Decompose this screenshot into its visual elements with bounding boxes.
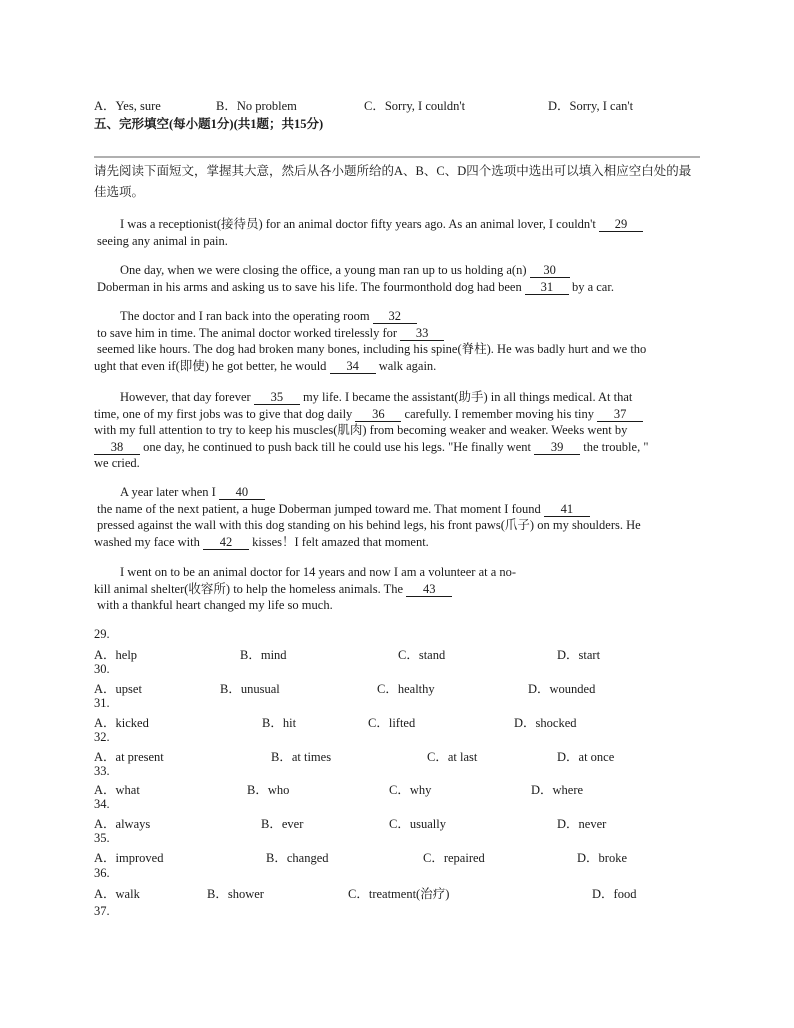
prev-option-b[interactable]: B．No problem bbox=[216, 99, 297, 113]
section-divider bbox=[94, 156, 700, 158]
prev-option-d[interactable]: D．Sorry, I can't bbox=[548, 99, 634, 113]
question-number-34: 34. bbox=[94, 797, 110, 811]
question-number-33: 33. bbox=[94, 764, 110, 778]
blank-39[interactable]: 39 bbox=[534, 440, 580, 455]
q36-option-d[interactable]: D．food bbox=[592, 887, 637, 901]
q29-option-c[interactable]: C．stand bbox=[398, 648, 446, 662]
question-number-35: 35. bbox=[94, 831, 110, 845]
instructions: 请先阅读下面短文，掌握其大意，然后从各小题所给的A、B、C、D四个选项中选出可以填入相应空白处的最佳选项。 bbox=[94, 164, 692, 199]
question-number-32: 32. bbox=[94, 730, 110, 744]
passage-paragraph-4: However, that day forever 35 my life. I became the assistant(助手) in all things medical. At that time, one of my first jobs was to give that dog daily 36 carefully. I remember moving his tiny 37 with my full attention to try to keep his muscles(肌肉) from becoming weaker and weaker. Weeks went by 38 one day, he continued to push back till he could use his legs. "He finally went 39 the trouble, " we cried. bbox=[94, 390, 649, 470]
q34-option-c[interactable]: C．usually bbox=[389, 817, 446, 831]
blank-31[interactable]: 31 bbox=[525, 280, 569, 295]
blank-29[interactable]: 29 bbox=[599, 217, 643, 232]
q36-option-b[interactable]: B．shower bbox=[207, 887, 264, 901]
question-number-30: 30. bbox=[94, 662, 110, 676]
q31-option-b[interactable]: B．hit bbox=[262, 716, 297, 730]
q33-option-a[interactable]: A．what bbox=[94, 783, 140, 797]
q34-option-b[interactable]: B．ever bbox=[261, 817, 304, 831]
q35-option-d[interactable]: D．broke bbox=[577, 851, 627, 865]
question-number-37: 37. bbox=[94, 904, 110, 918]
q30-option-d[interactable]: D．wounded bbox=[528, 682, 596, 696]
blank-40[interactable]: 40 bbox=[219, 485, 265, 500]
passage-paragraph-1: I was a receptionist(接待员) for an animal doctor fifty years ago. As an animal lover, I couldn't 29 seeing any animal in pain. bbox=[94, 216, 704, 249]
q32-option-b[interactable]: B．at times bbox=[271, 750, 332, 764]
blank-34[interactable]: 34 bbox=[330, 359, 376, 374]
q31-option-c[interactable]: C．lifted bbox=[368, 716, 416, 730]
q34-option-a[interactable]: A．always bbox=[94, 817, 151, 831]
q35-option-b[interactable]: B．changed bbox=[266, 851, 329, 865]
prev-option-a[interactable]: A．Yes, sure bbox=[94, 99, 161, 113]
blank-43[interactable]: 43 bbox=[406, 582, 452, 597]
passage-paragraph-3: The doctor and I ran back into the operating room 32 to save him in time. The animal doctor worked tirelessly for 33 seemed like hours. The dog had broken many bones, including his spine(脊柱). He was badly hurt and we tho ught that even if(即使) he got better, he would 34 walk again. bbox=[94, 309, 647, 373]
q33-option-b[interactable]: B．who bbox=[247, 783, 290, 797]
passage-paragraph-2: One day, when we were closing the office, a young man ran up to us holding a(n) 30 Doberman in his arms and asking us to save his life. The fourmonthold dog had been 31 by a car. bbox=[97, 263, 614, 294]
section-title: 五、完形填空(每小题1分)(共1题；共15分) bbox=[94, 117, 324, 131]
q30-option-a[interactable]: A．upset bbox=[94, 682, 142, 696]
passage-paragraph-5: A year later when I 40 the name of the next patient, a huge Doberman jumped toward me. That moment I found 41 pressed against the wall with this dog standing on his behind legs, his front paws(爪子) on my shoulders. He washed my face with 42 kisses！I felt amazed that moment. bbox=[94, 485, 641, 549]
blank-38[interactable]: 38 bbox=[94, 440, 140, 455]
blank-42[interactable]: 42 bbox=[203, 535, 249, 550]
q33-option-c[interactable]: C．why bbox=[389, 783, 432, 797]
question-number-31: 31. bbox=[94, 696, 110, 710]
q29-option-b[interactable]: B．mind bbox=[240, 648, 287, 662]
passage-paragraph-6: I went on to be an animal doctor for 14 years and now I am a volunteer at a no- kill animal shelter(收容所) to help the homeless animals. The 43 with a thankful heart changed my life so much. bbox=[94, 565, 517, 612]
blank-37[interactable]: 37 bbox=[597, 407, 643, 422]
q35-option-a[interactable]: A．improved bbox=[94, 851, 164, 865]
question-number-36: 36. bbox=[94, 866, 110, 880]
q34-option-d[interactable]: D．never bbox=[557, 817, 607, 831]
q35-option-c[interactable]: C．repaired bbox=[423, 851, 485, 865]
q31-option-d[interactable]: D．shocked bbox=[514, 716, 577, 730]
blank-30[interactable]: 30 bbox=[530, 263, 570, 278]
q30-option-b[interactable]: B．unusual bbox=[220, 682, 280, 696]
prev-option-c[interactable]: C．Sorry, I couldn't bbox=[364, 99, 466, 113]
q29-option-d[interactable]: D．start bbox=[557, 648, 601, 662]
blank-32[interactable]: 32 bbox=[373, 309, 417, 324]
q32-option-d[interactable]: D．at once bbox=[557, 750, 615, 764]
q30-option-c[interactable]: C．healthy bbox=[377, 682, 435, 696]
blank-41[interactable]: 41 bbox=[544, 502, 590, 517]
q29-option-a[interactable]: A．help bbox=[94, 648, 138, 662]
blank-36[interactable]: 36 bbox=[355, 407, 401, 422]
blank-33[interactable]: 33 bbox=[400, 326, 444, 341]
q32-option-a[interactable]: A．at present bbox=[94, 750, 164, 764]
question-number-29: 29. bbox=[94, 627, 110, 641]
q36-option-a[interactable]: A．walk bbox=[94, 887, 140, 901]
q31-option-a[interactable]: A．kicked bbox=[94, 716, 149, 730]
q32-option-c[interactable]: C．at last bbox=[427, 750, 478, 764]
q33-option-d[interactable]: D．where bbox=[531, 783, 584, 797]
q36-option-c[interactable]: C．treatment(治疗) bbox=[348, 887, 450, 901]
blank-35[interactable]: 35 bbox=[254, 390, 300, 405]
